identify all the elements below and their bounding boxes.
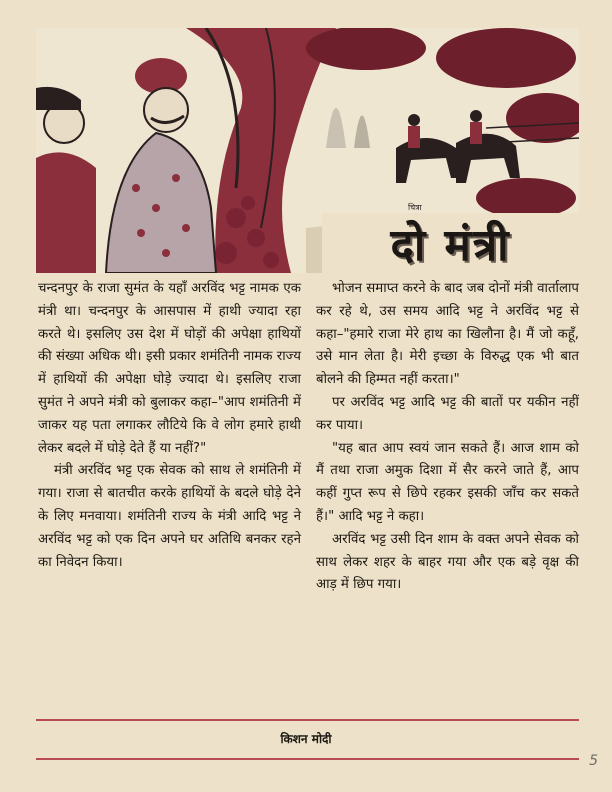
- paragraph: "यह बात आप स्वयं जान सकते हैं। आज शाम को मैं तथा राजा अमुक दिशा में सैर करने जाते हैं, आप कहीं गुप्त रूप से छिपे रहकर इसकी जाँच कर सकते हैं।" आदि भट्ट ने कहा।: [316, 440, 579, 524]
- paragraph: अरविंद भट्ट उसी दिन शाम के वक्त अपने सेवक को साथ लेकर शहर के बाहर गया और एक बड़े वृक्ष की आड़ में छिप गया।: [316, 531, 579, 593]
- divider: [36, 719, 579, 721]
- paragraph: भोजन समाप्त करने के बाद जब दोनों मंत्री वार्तालाप कर रहे थे, उस समय आदि भट्ट ने अरविंद भट्ट से कहा–"हमारे राजा मेरे हाथ का खिलौना है। मैं जो कहूँ, उसे मान लेता है। मेरी इच्छा के विरुद्ध एक भी बात बोलने की हिम्मत नहीं करता।": [316, 281, 579, 388]
- story-title: दो मंत्री: [390, 220, 511, 271]
- title-box: [322, 213, 579, 273]
- left-column: [38, 278, 301, 574]
- page-number: 5: [589, 753, 598, 769]
- paragraph: पर अरविंद भट्ट आदि भट्ट की बातों पर यकीन नहीं कर पाया।: [316, 394, 579, 433]
- paragraph: चन्दनपुर के राजा सुमंत के यहाँ अरविंद भट्ट नामक एक मंत्री था। चन्दनपुर के आसपास में हाथी ज्यादा रहा करते थे। इसलिए उस देश में घोड़ों की अपेक्षा हाथियों की संख्या अधिक थी। इसी प्रकार शमंतिनी नामक राज्य में हाथियों की अपेक्षा घोड़े ज्यादा थे। इसलिए राजा सुमंत ने अपने मंत्री को बुलाकर कहा–"आप शमंतिनी में जाकर यह पता लगाकर लौटिये कि वे लोग हमारे हाथी लेकर बदले में घोड़े देते हैं या नहीं?": [38, 281, 301, 456]
- author-name: किशन मोदी: [280, 732, 332, 746]
- divider: [36, 758, 579, 760]
- artist-signature: चित्रा: [408, 203, 422, 212]
- right-column: [316, 278, 579, 597]
- paragraph: मंत्री अरविंद भट्ट एक सेवक को साथ ले शमंतिनी में गया। राजा से बातचीत करके हाथियों के बदले घोड़े देने के लिए मनवाया। शमंतिनी राज्य के मंत्री आदि भट्ट ने अरविंद भट्ट को एक दिन अपने घर अतिथि बनकर रहने का निवेदन किया।: [38, 463, 301, 570]
